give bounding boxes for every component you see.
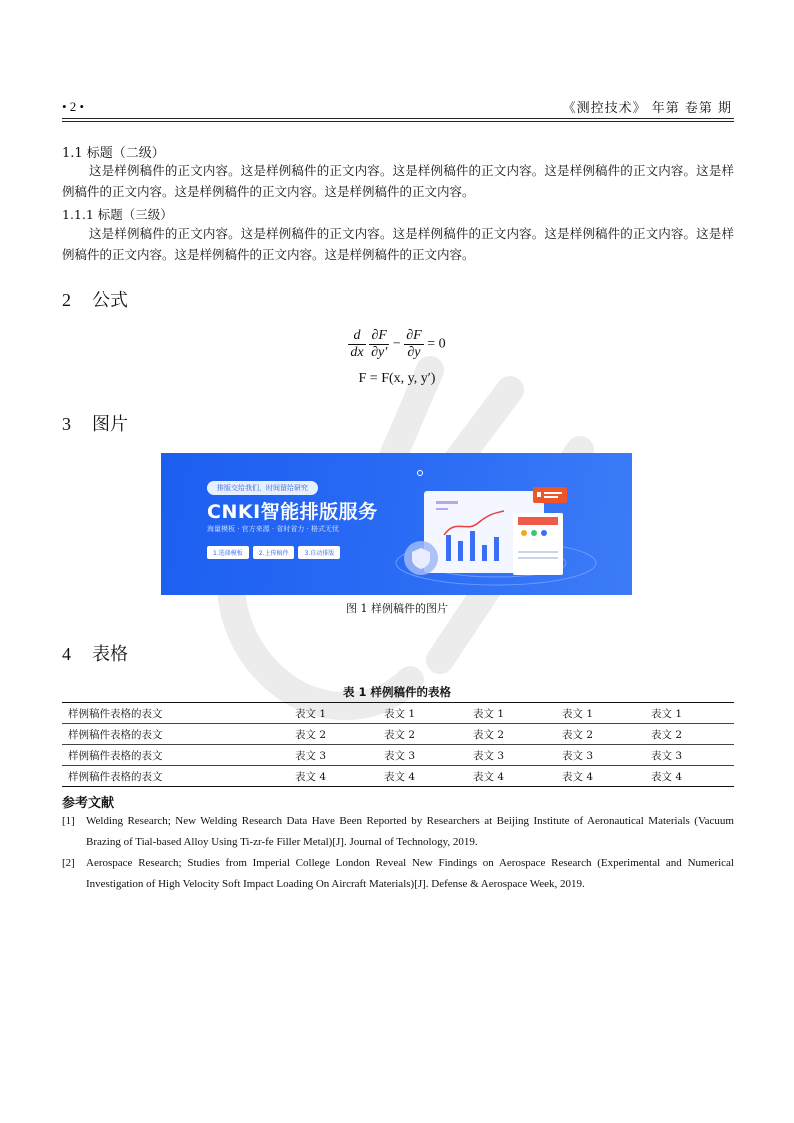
table-cell: 样例稿件表格的表文	[62, 703, 289, 724]
table-row	[62, 703, 734, 724]
sample-table	[62, 702, 734, 787]
references-heading: 参考文献	[62, 796, 115, 811]
table-cell: 表文 4	[645, 766, 734, 787]
table-cell: 样例稿件表格的表文	[62, 724, 289, 745]
section-heading-table	[62, 640, 128, 666]
heading-level3: 1.1.1 标题（三级）	[62, 207, 173, 222]
banner-title: CNKI智能排版服务	[207, 501, 378, 523]
table-cell: 表文 4	[289, 766, 378, 787]
reference-text: Welding Research; New Welding Research Data Have Been Reported by Researchers at Beijing Institute of Aeronautical Materials (Vacuum Brazing of Tial-based Alloy Using Ti-zr-fe Filler Metal)[J]. Journal of Technology, 2019.	[86, 815, 734, 848]
table-cell: 表文 2	[467, 724, 556, 745]
body-paragraph-2: 这是样例稿件的正文内容。这是样例稿件的正文内容。这是样例稿件的正文内容。这是样例稿件的正文内容。这是样例稿件的正文内容。这是样例稿件的正文内容。这是样例稿件的正文内容。	[62, 226, 734, 262]
table-cell: 表文 1	[289, 703, 378, 724]
banner-pill: 排版交给我们，时间留给研究	[207, 481, 318, 495]
fraction-dF-dyprime: $\frac{\partial F}{\partial y'}$	[371, 328, 388, 360]
banner-illustration	[386, 463, 606, 593]
figure-caption: 图 1 样例稿件的图片	[346, 602, 448, 615]
table-row	[62, 745, 734, 766]
page-number: • 2 •	[62, 99, 85, 114]
table-cell: 表文 3	[467, 745, 556, 766]
banner-step-3: 3.自动排版	[298, 546, 340, 559]
table-cell: 表文 2	[645, 724, 734, 745]
section-heading-formula	[62, 286, 128, 312]
table-cell: 表文 3	[378, 745, 467, 766]
table-cell: 表文 1	[467, 703, 556, 724]
section-heading-figure	[62, 410, 128, 436]
body-paragraph-1: 这是样例稿件的正文内容。这是样例稿件的正文内容。这是样例稿件的正文内容。这是样例稿件的正文内容。这是样例稿件的正文内容。这是样例稿件的正文内容。这是样例稿件的正文内容。	[62, 163, 734, 199]
banner-step-1: 1.选择模板	[207, 546, 249, 559]
cnki-banner-image	[161, 453, 632, 595]
table-cell: 表文 4	[378, 766, 467, 787]
table-cell: 表文 4	[467, 766, 556, 787]
table-cell: 表文 3	[556, 745, 645, 766]
formula-euler-lagrange: $\frac{d}{dx}$ $\frac{\partial F}{\partial y'}$ − $\frac{\partial F}{\partial y}$ = 0	[350, 328, 446, 360]
table-cell: 表文 3	[645, 745, 734, 766]
table-cell: 表文 3	[289, 745, 378, 766]
section-number: 2	[62, 290, 71, 310]
reference-item	[62, 853, 734, 895]
header-rule-thin	[62, 121, 734, 122]
reference-item	[62, 811, 734, 853]
fraction-d-dx: $\frac{d}{dx}$	[350, 328, 364, 360]
section-number: 4	[62, 644, 71, 664]
heading-level2: 1.1 标题（二级）	[62, 146, 165, 161]
table-caption: 表 1 样例稿件的表格	[342, 685, 451, 699]
fraction-dF-dy: $\frac{\partial F}{\partial y}$	[406, 328, 422, 360]
table-cell: 样例稿件表格的表文	[62, 745, 289, 766]
journal-header: 《测控技术》 年第 卷第 期	[562, 101, 732, 116]
table-cell: 表文 1	[645, 703, 734, 724]
banner-subtitle: 海量模板 · 官方来源 · 省时省力 · 格式无忧	[207, 525, 340, 533]
reference-text: Aerospace Research; Studies from Imperial College London Reveal New Findings on Aerospace Research (Experimental and Numerical Investigation of High Velocity Soft Impact Loading On Aircraft Materials)[J]. Defense & Aerospace Week, 2019.	[86, 857, 734, 890]
table-cell: 表文 2	[289, 724, 378, 745]
reference-number: [2]	[62, 857, 75, 869]
table-cell: 表文 1	[556, 703, 645, 724]
section-title: 图片	[92, 414, 128, 435]
section-title: 公式	[92, 290, 128, 311]
table-row	[62, 766, 734, 787]
table-cell: 表文 2	[378, 724, 467, 745]
banner-steps	[207, 546, 340, 559]
table-cell: 表文 2	[556, 724, 645, 745]
header-rule-thick	[62, 118, 734, 119]
section-number: 3	[62, 414, 71, 434]
section-title: 表格	[92, 644, 128, 665]
table-row	[62, 724, 734, 745]
table-cell: 表文 1	[378, 703, 467, 724]
reference-number: [1]	[62, 815, 75, 827]
formula-F-definition: F = F(x, y, y′)	[358, 371, 436, 386]
table-cell: 表文 4	[556, 766, 645, 787]
banner-step-2: 2.上传稿件	[253, 546, 295, 559]
table-cell: 样例稿件表格的表文	[62, 766, 289, 787]
